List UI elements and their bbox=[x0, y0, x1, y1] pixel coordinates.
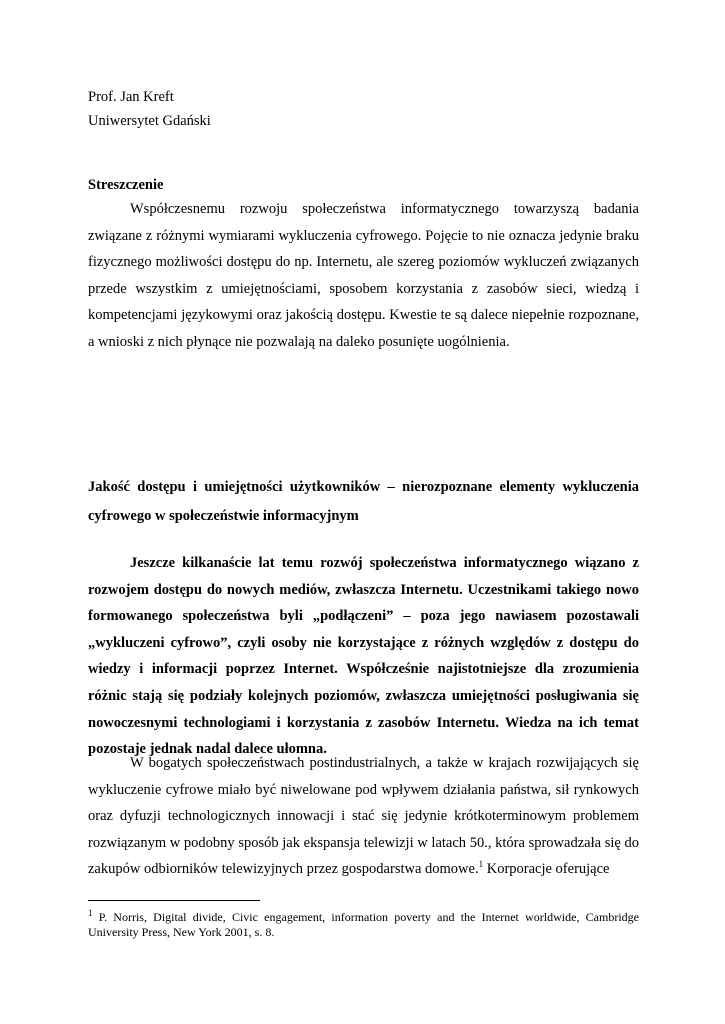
abstract-paragraph: Współczesnemu rozwoju społeczeństwa informatycznego towarzyszą badania związane z różnymi wymiarami wykluczenia cyfrowego. Pojęcie to nie oznacza jedynie braku fizycznego możliwości dostępu do np. Internetu, ale szereg poziomów wykluczeń związanych przede wszystkim z umiejętnościami, sposobem korzystania z zasobów sieci, wiedzą i kompetencjami językowymi oraz jakością dostępu. Kwestie te są dalece niepełnie rozpoznane, a wnioski z nich płynące nie pozwalają na daleko posunięte uogólnienia. bbox=[88, 201, 639, 350]
abstract-heading: Streszczenie bbox=[88, 177, 164, 193]
footnote-mark: 1 bbox=[88, 908, 93, 918]
article-title: Jakość dostępu i umiejętności użytkowników – nierozpoznane elementy wykluczenia cyfrowego w społeczeństwie informacyjnym bbox=[88, 479, 639, 524]
author-affiliation: Uniwersytet Gdański bbox=[88, 113, 211, 129]
footnote bbox=[88, 910, 639, 940]
lead-paragraph: Jeszcze kilkanaście lat temu rozwój społeczeństwa informatycznego wiązano z rozwojem dostępu do nowych mediów, zwłaszcza Internetu. Uczestnikami takiego nowo formowanego społeczeństwa byli „podłączeni” – poza jego nawiasem pozostawali „wykluczeni cyfrowo”, czyli osoby nie korzystające z różnych względów z dostępu do wiedzy i informacji poprzez Internet. Współcześnie najistotniejsze dla zrozumienia różnic stają się podziały kolejnych poziomów, zwłaszcza umiejętności posługiwania się nowoczesnymi technologiami i korzystania z zasobów Internetu. Wiedza na ich temat pozostaje jednak nadal dalece ułomna. bbox=[88, 555, 639, 758]
body-text-continued: Korporacje oferujące bbox=[483, 861, 610, 878]
body-paragraph bbox=[88, 750, 639, 883]
author-name: Prof. Jan Kreft bbox=[88, 89, 174, 105]
footnote-text: P. Norris, Digital divide, Civic engagement, information poverty and the Internet worldwide, Cambridge University Press, New York 2001, s. 8. bbox=[88, 910, 639, 939]
footnote-divider bbox=[88, 900, 260, 901]
footnote-reference[interactable]: 1 bbox=[478, 859, 484, 870]
body-text: W bogatych społeczeństwach postindustrialnych, a także w krajach rozwijających się wykluczenie cyfrowe miało być niwelowane pod wpływem działania państwa, sił rynkowych oraz dyfuzji technologicznych innowacji i stać się jedynie krótkoterminowym problemem rozwiązanym w podobny sposób jak ekspansja telewizji w latach 50., która sprowadzała się do zakupów odbiorników telewizyjnych przez gospodarstwa domowe. bbox=[88, 755, 639, 878]
